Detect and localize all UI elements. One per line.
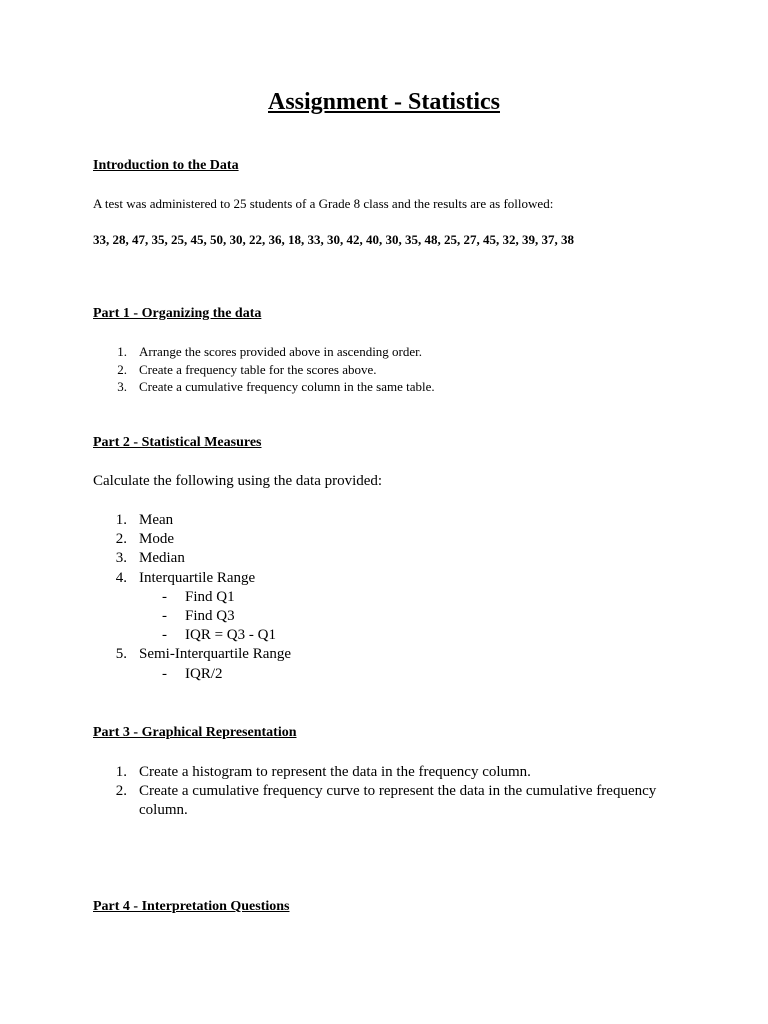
list-number: 4. xyxy=(115,569,127,586)
list-number: 2. xyxy=(115,531,127,548)
list-item-text: Mean xyxy=(139,512,174,528)
dash-marker: - xyxy=(162,627,167,644)
list-number: 2. xyxy=(117,361,127,377)
part2-heading: Part 2 - Statistical Measures xyxy=(93,435,262,450)
list-item xyxy=(93,378,693,396)
sub-list-item xyxy=(139,665,693,684)
intro-text: A test was administered to 25 students of a Grade 8 class and the results are as followed: xyxy=(93,196,554,211)
list-number: 3. xyxy=(117,379,127,394)
sub-list xyxy=(139,588,693,646)
scores-list: 33, 28, 47, 35, 25, 45, 50, 30, 22, 36, 18, 33, 30, 42, 40, 30, 35, 48, 25, 27, 45, 32, 39, 37, 38 xyxy=(93,232,574,247)
list-number: 1. xyxy=(115,764,127,780)
list-item xyxy=(93,530,693,549)
sub-item-text: Find Q1 xyxy=(185,588,235,605)
list-item xyxy=(93,343,693,361)
list-item-text: Create a frequency table for the scores above. xyxy=(139,361,377,377)
list-item-text: Create a cumulative frequency curve to represent the data in the cumulative frequency column. xyxy=(139,783,657,819)
part1-list xyxy=(93,343,693,396)
sub-list xyxy=(139,665,693,684)
sub-item-text: IQR = Q3 - Q1 xyxy=(185,627,276,644)
list-item xyxy=(93,782,693,820)
part1-heading: Part 1 - Organizing the data xyxy=(93,306,262,321)
dash-marker: - xyxy=(162,588,167,605)
sub-list-item xyxy=(139,607,693,626)
list-item xyxy=(93,511,693,530)
part2-list xyxy=(93,511,693,684)
list-number: 3. xyxy=(115,550,127,567)
intro-heading: Introduction to the Data xyxy=(93,158,239,173)
list-item-text: Create a histogram to represent the data in the frequency column. xyxy=(139,764,531,780)
part2-intro: Calculate the following using the data provided: xyxy=(93,473,383,489)
list-item-text: Mode xyxy=(139,531,174,548)
sub-item-text: IQR/2 xyxy=(185,665,223,682)
list-item xyxy=(93,645,693,683)
sub-item-text: Find Q3 xyxy=(185,608,235,625)
dash-marker: - xyxy=(162,608,167,625)
list-number: 1. xyxy=(115,512,127,528)
list-item xyxy=(93,549,693,568)
sub-list-item xyxy=(139,588,693,607)
part3-list xyxy=(93,763,693,821)
list-item-text: Create a cumulative frequency column in the same table. xyxy=(139,379,435,394)
list-item xyxy=(93,569,693,646)
list-item-text: Semi-Interquartile Range xyxy=(139,646,292,663)
list-item xyxy=(93,763,693,782)
list-number: 2. xyxy=(115,783,127,800)
list-number: 1. xyxy=(117,344,127,359)
list-item xyxy=(93,361,693,379)
list-item-text: Median xyxy=(139,550,185,567)
dash-marker: - xyxy=(162,665,167,682)
list-item-text: Interquartile Range xyxy=(139,569,256,586)
list-item-text: Arrange the scores provided above in ascending order. xyxy=(139,344,423,359)
list-number: 5. xyxy=(115,646,127,663)
sub-list-item xyxy=(139,626,693,645)
part3-heading: Part 3 - Graphical Representation xyxy=(93,725,297,740)
document-title: Assignment - Statistics xyxy=(268,89,500,115)
part4-heading: Part 4 - Interpretation Questions xyxy=(93,899,290,914)
